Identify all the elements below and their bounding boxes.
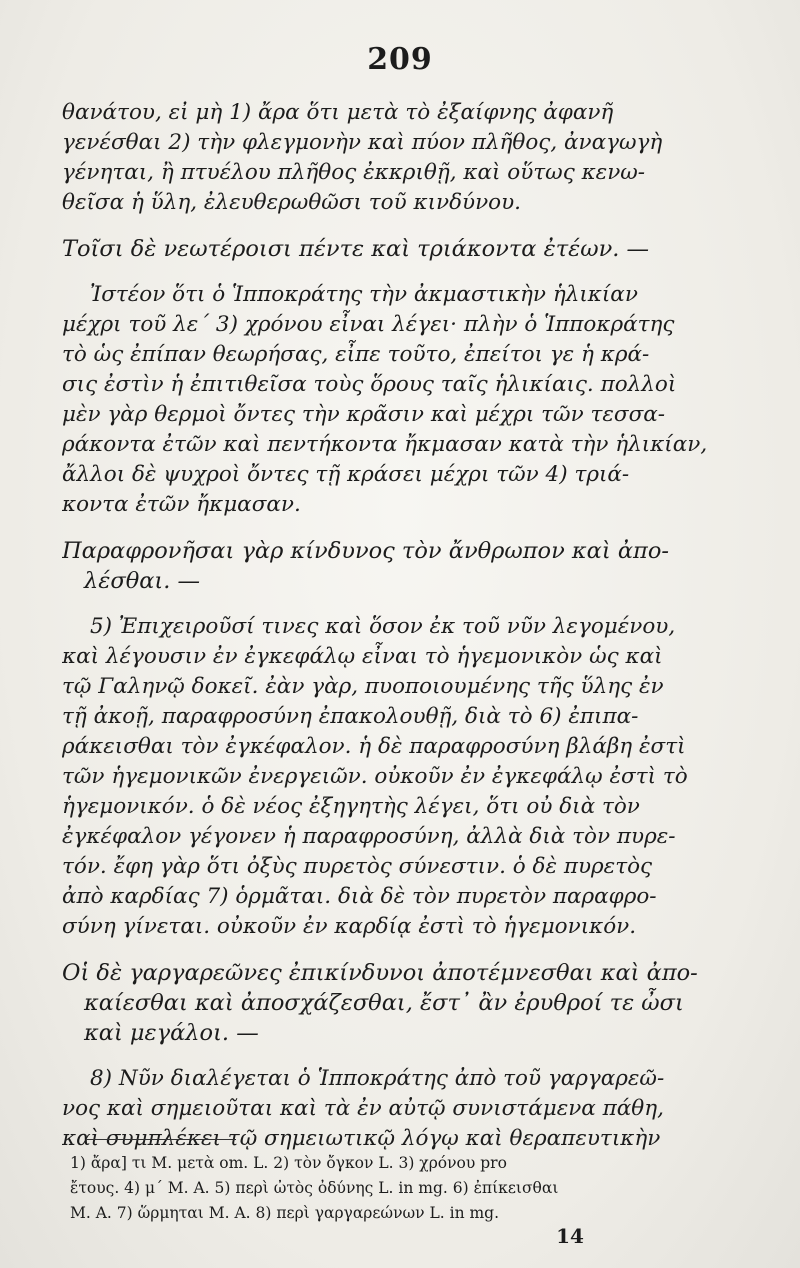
text-line: σύνη γίνεται. οὐκοῦν ἐν καρδίᾳ ἐστὶ τὸ ἡγεμονικόν. [62, 914, 637, 939]
lemma-line: καίεσθαι καὶ ἀποσχάζεσθαι, ἔστ᾽ ἂν ἐρυθροί τε ὦσι [84, 990, 684, 1016]
commentary-paragraph-7 [62, 1064, 752, 1154]
footnote-line: ἔτους. 4) μ΄ M. A. 5) περὶ ὠτὸς ὀδύνης L. in mg. 6) ἐπίκεισθαι [70, 1179, 559, 1197]
text-line: Ἰστέον ὅτι ὁ Ἱπποκράτης τὴν ἀκμαστικὴν ἡλικίαν [90, 282, 638, 307]
footnote-divider [86, 1139, 236, 1140]
text-line: ράκεισθαι τὸν ἐγκέφαλον. ἡ δὲ παραφροσύνη βλάβη ἐστὶ [62, 734, 686, 759]
text-line: κοντα ἐτῶν ἤκμασαν. [62, 492, 301, 517]
footnote-line: M. A. 7) ὥρμηται M. A. 8) περὶ γαργαρεώνων L. in mg. [70, 1204, 500, 1222]
text-line: τόν. ἔφη γὰρ ὅτι ὀξὺς πυρετὸς σύνεστιν. ὁ δὲ πυρετὸς [62, 854, 653, 879]
lemma-paragraph-6 [62, 958, 752, 1048]
main-text [62, 98, 752, 1170]
text-line: 5) Ἐπιχειροῦσί τινες καὶ ὅσον ἐκ τοῦ νῦν λεγομένου, [90, 614, 676, 639]
text-line: θανάτου, εἰ μὴ 1) ἄρα ὅτι μετὰ τὸ ἐξαίφνης ἀφανῆ [62, 100, 614, 125]
text-line: θεῖσα ἡ ὕλη, ἐλευθερωθῶσι τοῦ κινδύνου. [62, 190, 522, 215]
lemma-line: Τοῖσι δὲ νεωτέροισι πέντε καὶ τριάκοντα ἐτέων. — [62, 236, 650, 262]
lemma-line: Παραφρονῆσαι γὰρ κίνδυνος τὸν ἄνθρωπον καὶ ἀπο- [62, 538, 669, 564]
text-line: γενέσθαι 2) τὴν φλεγμονὴν καὶ πύον πλῆθος, ἀναγωγὴ [62, 130, 663, 155]
commentary-paragraph-5 [62, 612, 752, 942]
text-line: καὶ λέγουσιν ἐν ἐγκεφάλῳ εἶναι τὸ ἡγεμονικὸν ὡς καὶ [62, 644, 663, 669]
text-line: ἡγεμονικόν. ὁ δὲ νέος ἐξηγητὴς λέγει, ὅτι οὐ διὰ τὸν [62, 794, 640, 819]
text-line: μέχρι τοῦ λε΄ 3) χρόνου εἶναι λέγει· πλὴν ὁ Ἱπποκράτης [62, 312, 675, 337]
text-line: ράκοντα ἐτῶν καὶ πεντήκοντα ἤκμασαν κατὰ τὴν ἡλικίαν, [62, 432, 708, 457]
text-line: σις ἐστὶν ἡ ἐπιτιθεῖσα τοὺς ὅρους ταῖς ἡλικίαις. πολλοὶ [62, 372, 677, 397]
text-line: μὲν γὰρ θερμοὶ ὄντες τὴν κρᾶσιν καὶ μέχρι τῶν τεσσα- [62, 402, 666, 427]
text-line: γένηται, ἢ πτυέλου πλῆθος ἐκκριθῇ, καὶ οὕτως κενω- [62, 160, 646, 185]
text-line: ἐγκέφαλον γέγονεν ἡ παραφροσύνη, ἀλλὰ διὰ τὸν πυρε- [62, 824, 676, 849]
text-line: 8) Νῦν διαλέγεται ὁ Ἱπποκράτης ἀπὸ τοῦ γαργαρεῶ- [90, 1066, 665, 1091]
lemma-paragraph-2 [62, 234, 752, 264]
lemma-line: καὶ μεγάλοι. — [84, 1020, 259, 1046]
text-line: τῇ ἀκοῇ, παραφροσύνη ἐπακολουθῇ, διὰ τὸ 6) ἐπιπα- [62, 704, 639, 729]
page-number: 209 [367, 42, 433, 77]
paragraph-1 [62, 98, 752, 218]
footnote-line: 1) ἄρα] τι M. μετὰ om. L. 2) τὸν ὄγκον L. 3) χρόνου pro [70, 1154, 507, 1172]
text-line: ἄλλοι δὲ ψυχροὶ ὄντες τῇ κράσει μέχρι τῶν 4) τριά- [62, 462, 630, 487]
footnotes [70, 1151, 760, 1226]
text-line: καὶ συμπλέκει τῷ σημειωτικῷ λόγῳ καὶ θεραπευτικὴν [62, 1126, 661, 1151]
text-line: ἀπὸ καρδίας 7) ὁρμᾶται. διὰ δὲ τὸν πυρετὸν παραφρο- [62, 884, 657, 909]
lemma-line: λέσθαι. — [84, 568, 201, 594]
text-line: νος καὶ σημειοῦται καὶ τὰ ἐν αὐτῷ συνιστάμενα πάθη, [62, 1096, 664, 1121]
text-line: τὸ ὡς ἐπίπαν θεωρήσας, εἶπε τοῦτο, ἐπείτοι γε ἡ κρά- [62, 342, 650, 367]
commentary-paragraph-3 [62, 280, 752, 520]
lemma-line: Οἱ δὲ γαργαρεῶνες ἐπικίνδυνοι ἀποτέμνεσθαι καὶ ἀπο- [62, 960, 698, 986]
text-line: τῷ Γαληνῷ δοκεῖ. ἐὰν γὰρ, πυοποιουμένης τῆς ὕλης ἐν [62, 674, 664, 699]
lemma-paragraph-4 [62, 536, 752, 596]
signature-mark: 14 [556, 1224, 584, 1248]
text-line: τῶν ἡγεμονικῶν ἐνεργειῶν. οὐκοῦν ἐν ἐγκεφάλῳ ἐστὶ τὸ [62, 764, 688, 789]
